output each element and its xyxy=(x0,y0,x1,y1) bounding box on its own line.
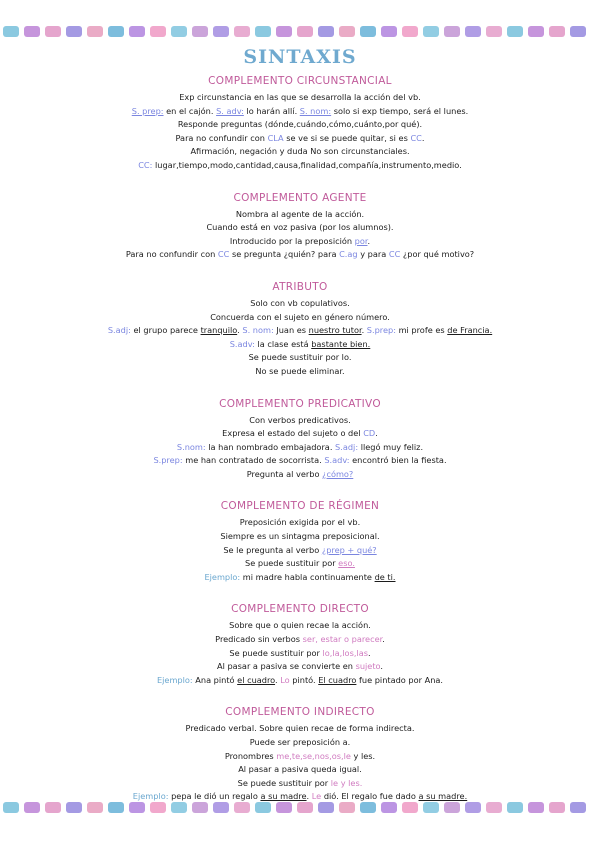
color-swatch xyxy=(339,802,355,813)
note-line xyxy=(0,365,600,379)
note-line xyxy=(0,221,600,235)
note-line xyxy=(0,544,600,558)
note-line xyxy=(0,235,600,249)
text-segment: Solo con vb copulativos. xyxy=(250,297,350,308)
text-segment: en el cajón. xyxy=(163,105,217,116)
text-segment: el cuadro xyxy=(237,674,276,685)
text-segment: mi profe es xyxy=(395,325,448,336)
note-line xyxy=(0,619,600,633)
text-segment: Se puede sustituir por xyxy=(245,558,339,569)
color-swatch xyxy=(444,802,460,813)
notes-content xyxy=(0,74,600,822)
text-segment: ser, estar o parecer xyxy=(302,634,383,645)
text-segment: por xyxy=(354,235,368,246)
color-swatch xyxy=(150,26,166,37)
decorative-border-top xyxy=(0,24,600,38)
text-segment: Pregunta al verbo xyxy=(246,468,323,479)
text-segment: El cuadro xyxy=(318,674,357,685)
text-segment: S.adv: xyxy=(324,455,350,466)
text-segment: Lo xyxy=(280,674,290,685)
note-line xyxy=(0,324,600,338)
color-swatch xyxy=(3,26,19,37)
text-segment: S.nom: xyxy=(176,441,206,452)
text-segment: Para no confundir con xyxy=(125,249,218,260)
color-swatch xyxy=(465,802,481,813)
text-segment: . xyxy=(367,235,371,246)
section-heading: COMPLEMENTO DE RÉGIMEN xyxy=(220,500,380,513)
text-segment: S. prep: xyxy=(131,105,164,116)
color-swatch xyxy=(507,802,523,813)
note-line xyxy=(0,441,600,455)
color-swatch xyxy=(297,802,313,813)
color-swatch xyxy=(87,26,103,37)
text-segment: . xyxy=(382,634,385,645)
text-segment: Ana pintó xyxy=(192,674,238,685)
text-segment: Se puede sustituir por xyxy=(237,777,331,788)
color-swatch xyxy=(129,26,145,37)
text-segment: Predicado verbal. Sobre quien recae de forma indirecta. xyxy=(185,723,415,734)
section xyxy=(0,74,600,173)
note-line xyxy=(0,427,600,441)
text-segment: me han contratado de socorrista. xyxy=(182,455,325,466)
color-swatch xyxy=(570,802,586,813)
text-segment: Juan es xyxy=(273,325,309,336)
text-segment: Puede ser preposición a. xyxy=(249,737,351,747)
text-segment: ¿prep + qué? xyxy=(321,544,377,555)
color-swatch xyxy=(3,802,19,813)
text-segment: . xyxy=(361,325,367,336)
text-segment: S.adj: xyxy=(335,441,359,452)
text-segment: Cuando está en voz pasiva (por los alumnos). xyxy=(206,222,394,233)
note-line xyxy=(0,647,600,661)
text-segment: . xyxy=(368,647,371,658)
color-swatch xyxy=(24,802,40,813)
color-swatch xyxy=(360,26,376,37)
text-segment: tranquilo xyxy=(200,325,238,336)
text-segment: Ejemplo: xyxy=(204,571,241,582)
section-heading: COMPLEMENTO INDIRECTO xyxy=(225,706,375,719)
color-swatch xyxy=(192,26,208,37)
color-swatch xyxy=(171,26,187,37)
text-segment: me,te,se,nos,os,le xyxy=(276,750,351,761)
color-swatch xyxy=(486,802,502,813)
text-segment: se pregunta ¿quién? para xyxy=(229,249,340,260)
color-swatch xyxy=(339,26,355,37)
color-swatch xyxy=(318,802,334,813)
text-segment: CC xyxy=(217,249,230,260)
text-segment: Concuerda con el sujeto en género número. xyxy=(210,311,390,322)
text-segment: de Francia. xyxy=(447,325,493,336)
note-line xyxy=(0,571,600,585)
note-line xyxy=(0,132,600,146)
text-segment: . xyxy=(306,791,312,802)
section-heading: COMPLEMENTO CIRCUNSTANCIAL xyxy=(208,75,392,87)
color-swatch xyxy=(150,802,166,813)
text-segment: bastante bien. xyxy=(311,338,371,349)
text-segment: S. adv: xyxy=(216,105,244,116)
color-swatch xyxy=(213,26,229,37)
color-swatch xyxy=(423,26,439,37)
text-segment: No se puede eliminar. xyxy=(255,365,345,376)
text-segment: . xyxy=(237,325,243,336)
text-segment: mi madre habla continuamente xyxy=(240,571,375,582)
note-line xyxy=(0,777,600,791)
text-segment: de ti. xyxy=(374,571,396,582)
text-segment: S.adj: xyxy=(107,325,131,336)
section xyxy=(0,280,600,379)
text-segment: Nombra al agente de la acción. xyxy=(235,208,365,219)
text-segment: Se puede sustituir por xyxy=(229,647,323,658)
text-segment: . xyxy=(375,428,378,439)
color-swatch xyxy=(66,26,82,37)
text-segment: . xyxy=(380,661,384,672)
text-segment: Le xyxy=(311,791,322,802)
text-segment: Ejemplo: xyxy=(156,674,193,685)
color-swatch xyxy=(318,26,334,37)
note-line xyxy=(0,530,600,544)
note-line xyxy=(0,145,600,159)
color-swatch xyxy=(465,26,481,37)
text-segment: y les. xyxy=(350,750,376,761)
color-swatch xyxy=(528,802,544,813)
color-swatch xyxy=(402,802,418,813)
note-line xyxy=(0,159,600,173)
text-segment: llegó muy feliz. xyxy=(358,441,424,452)
text-segment: encontró bien la fiesta. xyxy=(349,455,447,466)
color-swatch xyxy=(45,26,61,37)
text-segment: lo harán allí. xyxy=(243,105,300,116)
text-segment: S. nom: xyxy=(242,325,274,336)
color-swatch xyxy=(192,802,208,813)
text-segment: Se le pregunta al verbo xyxy=(223,544,322,555)
text-segment: sujeto xyxy=(355,661,381,672)
section xyxy=(0,397,600,482)
text-segment: S.adv: xyxy=(229,338,255,349)
note-line xyxy=(0,516,600,530)
color-swatch xyxy=(549,802,565,813)
text-segment: a su madre. xyxy=(418,791,468,802)
text-segment: pepa le dió un regalo xyxy=(168,791,261,802)
section-heading: COMPLEMENTO DIRECTO xyxy=(231,603,369,616)
color-swatch xyxy=(234,802,250,813)
note-line xyxy=(0,208,600,222)
section xyxy=(0,705,600,804)
text-segment: se ve si se puede quitar, si es xyxy=(283,132,411,143)
note-line xyxy=(0,118,600,132)
section xyxy=(0,191,600,262)
note-line xyxy=(0,338,600,352)
color-swatch xyxy=(402,26,418,37)
color-swatch xyxy=(108,26,124,37)
text-segment: la clase está xyxy=(254,338,312,349)
color-swatch xyxy=(528,26,544,37)
text-segment: eso. xyxy=(338,558,355,569)
color-swatch xyxy=(45,802,61,813)
text-segment: Pronombres xyxy=(224,750,277,761)
color-swatch xyxy=(276,26,292,37)
text-segment: a su madre xyxy=(260,791,307,802)
text-segment: CC xyxy=(410,132,422,143)
text-segment: Siempre es un sintagma preposicional. xyxy=(220,531,380,542)
note-line xyxy=(0,557,600,571)
color-swatch xyxy=(486,26,502,37)
text-segment: Afirmación, negación y duda No son circunstanciales. xyxy=(190,146,410,157)
text-segment: CC xyxy=(388,249,401,260)
color-swatch xyxy=(255,26,271,37)
text-segment: S.prep: xyxy=(366,325,396,336)
text-segment: Preposición exigida por el vb. xyxy=(239,517,361,528)
text-segment: Sobre que o quien recae la acción. xyxy=(229,620,371,631)
section xyxy=(0,602,600,687)
text-segment: dió. El regalo fue dado xyxy=(321,791,419,802)
text-segment: Expresa el estado del sujeto o del xyxy=(222,428,364,439)
note-line xyxy=(0,660,600,674)
text-segment: Responde preguntas (dónde,cuándo,cómo,cuánto,por qué). xyxy=(177,119,423,130)
note-line xyxy=(0,311,600,325)
text-segment: CD xyxy=(363,428,376,439)
color-swatch xyxy=(381,26,397,37)
color-swatch xyxy=(255,802,271,813)
note-line xyxy=(0,248,600,262)
text-segment: el grupo parece xyxy=(130,325,201,336)
color-swatch xyxy=(24,26,40,37)
note-line xyxy=(0,763,600,777)
text-segment: lugar,tiempo,modo,cantidad,causa,finalidad,compañía,instrumento,medio. xyxy=(152,159,462,170)
text-segment: CLA xyxy=(267,132,284,143)
decorative-border-bottom xyxy=(0,800,600,814)
text-segment: Se puede sustituir por lo. xyxy=(248,352,352,363)
color-swatch xyxy=(66,802,82,813)
text-segment: S. nom: xyxy=(299,105,332,116)
text-segment: Al pasar a pasiva se convierte en xyxy=(216,661,356,672)
color-swatch xyxy=(444,26,460,37)
text-segment: nuestro tutor xyxy=(308,325,362,336)
color-swatch xyxy=(171,802,187,813)
color-swatch xyxy=(507,26,523,37)
note-line xyxy=(0,633,600,647)
text-segment: le y les. xyxy=(330,777,363,788)
text-segment: . xyxy=(275,674,281,685)
color-swatch xyxy=(570,26,586,37)
text-segment: la han nombrado embajadora. xyxy=(205,441,336,452)
color-swatch xyxy=(213,802,229,813)
text-segment: pintó. xyxy=(289,674,319,685)
note-line xyxy=(0,468,600,482)
text-segment: Introducido por la preposición xyxy=(229,235,355,246)
note-line xyxy=(0,722,600,736)
color-swatch xyxy=(276,802,292,813)
text-segment: Para no confundir con xyxy=(175,132,268,143)
text-segment: solo si exp tiempo, será el lunes. xyxy=(331,105,469,116)
text-segment: Con verbos predicativos. xyxy=(249,414,351,425)
text-segment: Predicado sin verbos xyxy=(215,634,303,645)
note-line xyxy=(0,351,600,365)
note-line xyxy=(0,454,600,468)
text-segment: S.prep: xyxy=(153,455,183,466)
color-swatch xyxy=(129,802,145,813)
text-segment: fue pintado por Ana. xyxy=(356,674,444,685)
section-heading: ATRIBUTO xyxy=(272,280,328,293)
note-line xyxy=(0,297,600,311)
text-segment: Exp circunstancia en las que se desarrolla la acción del vb. xyxy=(179,92,421,102)
color-swatch xyxy=(423,802,439,813)
text-segment: Al pasar a pasiva queda igual. xyxy=(238,764,362,775)
note-line xyxy=(0,414,600,428)
color-swatch xyxy=(549,26,565,37)
color-swatch xyxy=(87,802,103,813)
text-segment: ¿cómo? xyxy=(322,468,354,479)
text-segment: CC: xyxy=(138,159,153,170)
text-segment: y para xyxy=(357,249,389,260)
section-heading: COMPLEMENTO AGENTE xyxy=(233,191,367,204)
note-line xyxy=(0,750,600,764)
color-swatch xyxy=(297,26,313,37)
color-swatch xyxy=(381,802,397,813)
color-swatch xyxy=(360,802,376,813)
color-swatch xyxy=(108,802,124,813)
text-segment: Ejemplo: xyxy=(132,791,169,802)
page-title: SINTAXIS xyxy=(243,46,357,68)
note-line xyxy=(0,736,600,750)
section-heading: COMPLEMENTO PREDICATIVO xyxy=(219,397,381,410)
note-line xyxy=(0,91,600,105)
section xyxy=(0,499,600,584)
text-segment: ¿por qué motivo? xyxy=(400,249,475,260)
color-swatch xyxy=(234,26,250,37)
note-line xyxy=(0,105,600,119)
text-segment: C.ag xyxy=(339,249,358,260)
note-line xyxy=(0,674,600,688)
text-segment: . xyxy=(421,132,425,143)
text-segment: lo,la,los,las xyxy=(322,647,368,658)
